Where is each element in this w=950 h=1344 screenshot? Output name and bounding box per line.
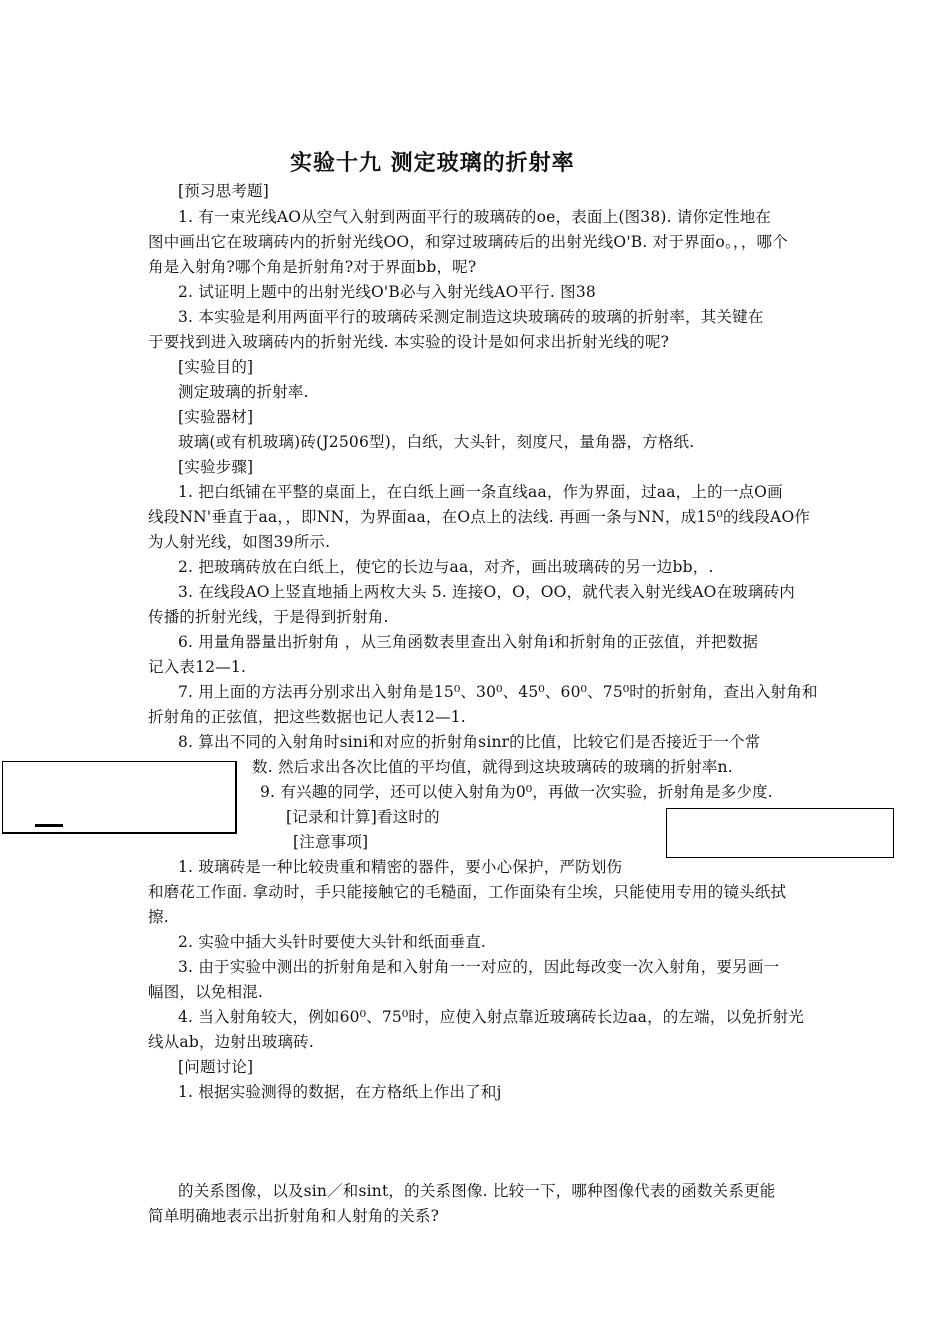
- paragraph-line: 4. 当入射角较大，例如60⁰、75⁰时，应使入射点靠近玻璃砖长边aa，的左端，以免折射光: [178, 1008, 805, 1026]
- paragraph-line: 6. 用量角器量出折射角 ，从三角函数表里查出入射角i和折射角的正弦值，并把数据: [178, 633, 759, 651]
- paragraph-line: 传播的折射光线，于是得到折射角.: [148, 608, 389, 626]
- paragraph-line: 1. 根据实验测得的数据，在方格纸上作出了和j: [178, 1083, 502, 1101]
- paragraph-line: 3. 由于实验中测出的折射角是和入射角一一对应的，因此每改变一次入射角，要另画一: [178, 958, 780, 976]
- paragraph-line: 2. 试证明上题中的出射光线O'B必与入射光线AO平行. 图38: [178, 283, 596, 301]
- paragraph-line: 数. 然后求出各次比值的平均值，就得到这块玻璃砖的玻璃的折射率n.: [252, 758, 733, 776]
- paragraph-line: 角是入射角?哪个角是折射角?对于界面bb，呢?: [148, 258, 477, 276]
- section-heading: [记录和计算]看这时的: [286, 808, 440, 826]
- paragraph-line: 线从ab，边射出玻璃砖.: [148, 1033, 314, 1051]
- paragraph-line: 记入表12—1.: [148, 658, 247, 676]
- paragraph-line: 的关系图像，以及sin／和sint，的关系图像. 比较一下，哪种图像代表的函数关系更能: [178, 1182, 776, 1200]
- paragraph-line: 线段NN'垂直于aa，，即NN，为界面aa，在O点上的法线. 再画一条与NN，成15⁰的线段AO作: [148, 508, 811, 526]
- cropped-glyph-fragment: [35, 824, 115, 834]
- section-heading: [实验步骤]: [178, 458, 254, 476]
- paragraph-line: 于要找到进入玻璃砖内的折射光线. 本实验的设计是如何求出折射光线的呢?: [148, 333, 670, 351]
- paragraph-line: 3. 在线段AO上竖直地插上两枚大头 5. 连接O，O，OO，就代表入射光线AO在玻璃砖内: [178, 583, 795, 601]
- paragraph-line: 3. 本实验是利用两面平行的玻璃砖采测定制造这块玻璃砖的玻璃的折射率，其关键在: [178, 308, 764, 326]
- paragraph-line: 2. 把玻璃砖放在白纸上，使它的长边与aa，对齐，画出玻璃砖的另一边bb，.: [178, 558, 714, 576]
- paragraph-line: 1. 把白纸铺在平整的桌面上，在白纸上画一条直线aa，作为界面，过aa，上的一点O画: [178, 483, 783, 501]
- paragraph-line: 擦.: [148, 908, 169, 926]
- paragraph-line: 和磨花工作面. 拿动时，手只能接触它的毛糙面，工作面染有尘埃，只能使用专用的镜头纸拭: [148, 883, 787, 901]
- paragraph-line: 1. 玻璃砖是一种比较贵重和精密的器件，要小心保护，严防划伤: [178, 858, 623, 876]
- paragraph-line: 7. 用上面的方法再分别求出入射角是15⁰、30⁰、45⁰、60⁰、75⁰时的折射角，查出入射角和: [178, 683, 818, 701]
- section-heading: [问题讨论]: [178, 1058, 254, 1076]
- section-heading: [预习思考题]: [178, 182, 269, 200]
- section-heading: [注意事项]: [293, 833, 369, 851]
- paragraph-line: 2. 实验中插大头针时要使大头针和纸面垂直.: [178, 933, 487, 951]
- paragraph-line: 9. 有兴趣的同学，还可以使入射角为0⁰，再做一次实验，折射角是多少度.: [260, 783, 773, 801]
- page-title: 实验十九 测定玻璃的折射率: [290, 151, 575, 176]
- paragraph-line: 折射角的正弦值，把这些数据也记人表12—1.: [148, 708, 466, 726]
- section-heading: [实验器材]: [178, 408, 254, 426]
- paragraph-line: 8. 算出不同的入射角时sini和对应的折射角sinr的比值，比较它们是否接近于一个常: [178, 733, 761, 751]
- paragraph-line: 测定玻璃的折射率.: [178, 383, 309, 401]
- section-heading: [实验目的]: [178, 358, 254, 376]
- paragraph-line: 为人射光线，如图39所示.: [148, 533, 331, 551]
- paragraph-line: 图中画出它在玻璃砖内的折射光线OO，和穿过玻璃砖后的出射光线O'B. 对于界面o。，，哪个: [148, 233, 788, 251]
- paragraph-line: 简单明确地表示出折射角和人射角的关系?: [148, 1207, 440, 1225]
- figure-frame-right: [666, 808, 894, 858]
- paragraph-line: 玻璃(或有机玻璃)砖(J2506型)，白纸，大头针，刻度尺，量角器，方格纸.: [178, 433, 695, 451]
- paragraph-line: 1. 有一束光线AO从空气入射到两面平行的玻璃砖的oe，表面上(图38). 请你定性地在: [178, 208, 772, 226]
- paragraph-line: 幅图，以免相混.: [148, 983, 264, 1001]
